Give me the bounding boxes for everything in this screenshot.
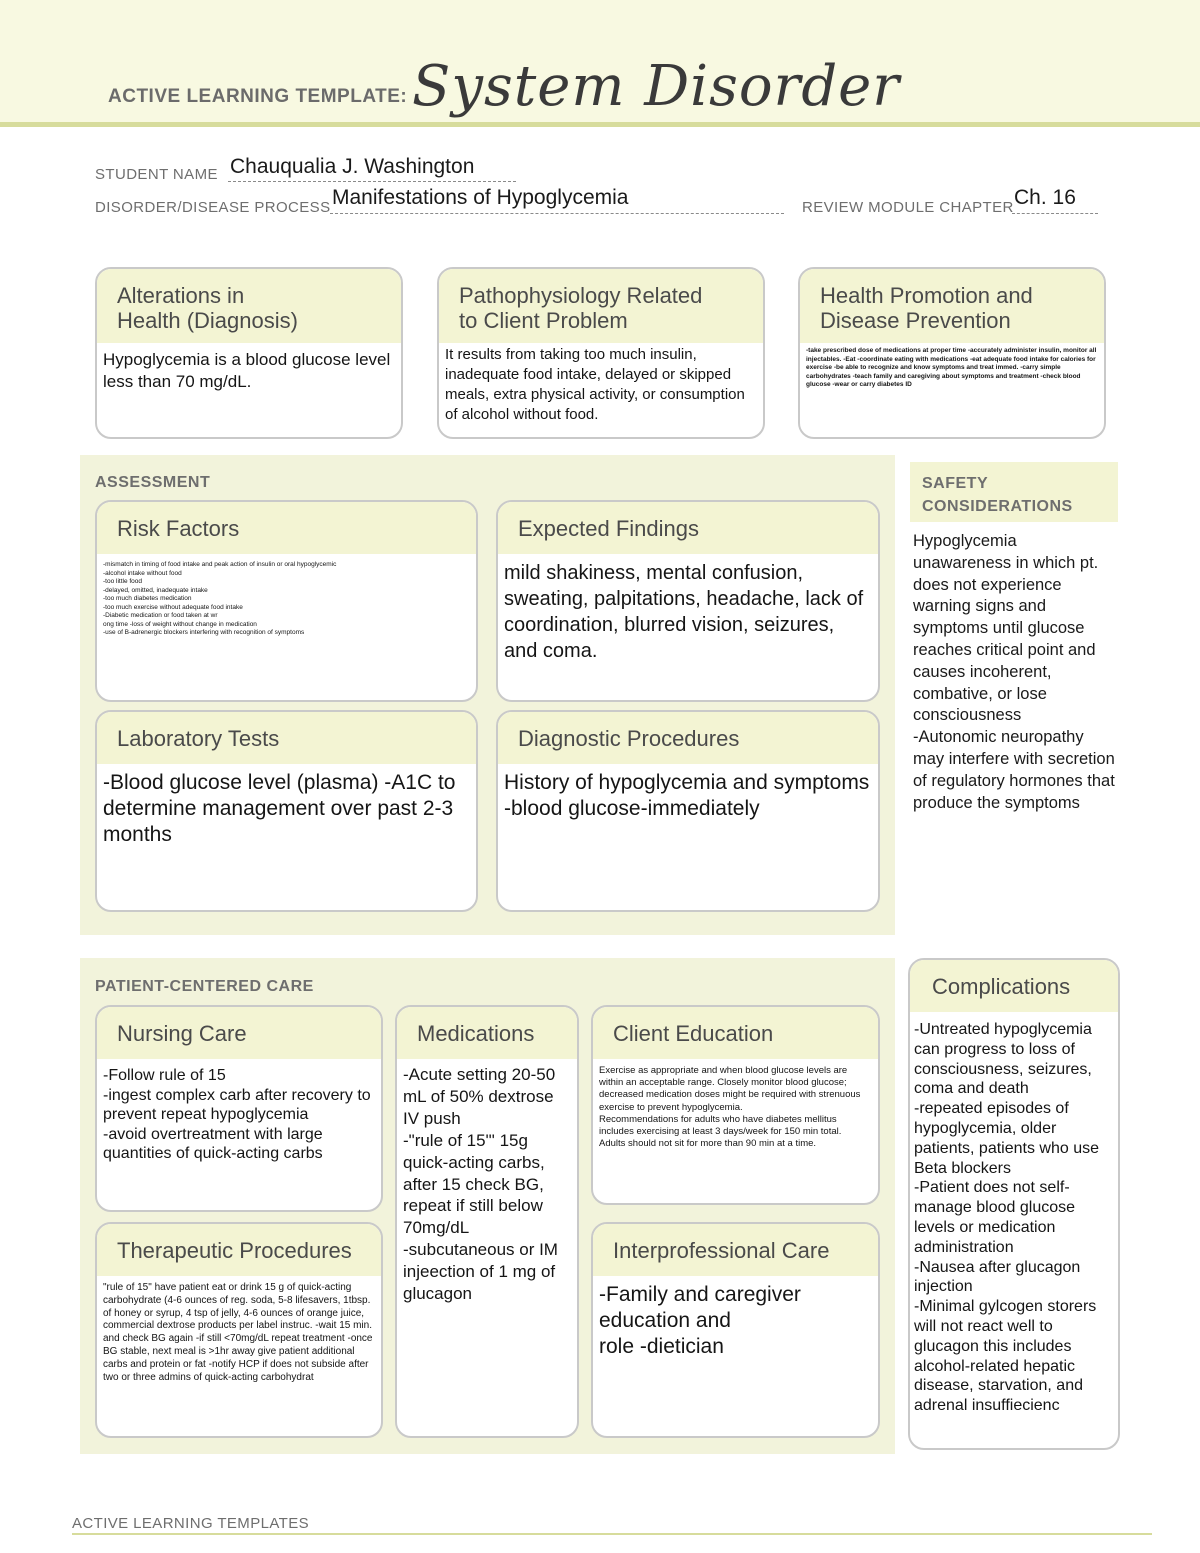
- diagnostic-procedures-text: History of hypoglycemia and symptoms -blood glucose-immediately: [504, 771, 870, 820]
- footer-label: ACTIVE LEARNING TEMPLATES: [72, 1515, 309, 1532]
- client-education-box: [591, 1005, 880, 1205]
- therapeutic-procedures-text: "rule of 15" have patient eat or drink 15 g of quick-acting carbohydrate (4-6 ounces of reg. soda, 5-8 lifesavers, 1tbsp. of honey or syrup, 4 tsp of jelly, 4-6 ounces of orange juice, commercial dextrose products per label instruc. -wait 15 min. and check BG again -if still <70mg/dL repeat treatment -once BG stable, next meal is >1hr away give patient additional carbs and protein or fat -notify HCP if does not subside after two or three admins of quick-acting carbohydrat: [103, 1282, 373, 1383]
- pathophysiology-box: [437, 267, 765, 439]
- nursing-care-text: -Follow rule of 15 -ingest complex carb after recovery to prevent repeat hypoglycemia -avoid overtreatment with large quantities of quick-acting carbs: [103, 1067, 371, 1163]
- laboratory-tests-title: Laboratory Tests: [97, 712, 476, 764]
- footer-rule: [72, 1533, 1152, 1535]
- student-name-field[interactable]: Chauqualia J. Washington: [230, 155, 475, 178]
- health-promotion-box: [798, 267, 1106, 439]
- chapter-field[interactable]: Ch. 16: [1014, 186, 1076, 209]
- patient-care-label: PATIENT-CENTERED CARE: [95, 978, 314, 995]
- risk-factors-title: Risk Factors: [97, 502, 476, 554]
- diagnostic-procedures-title: Diagnostic Procedures: [498, 712, 878, 764]
- risk-factors-text: -mismatch in timing of food intake and peak action of insulin or oral hypoglycemic -alcohol intake without food -too little food -delayed, omitted, inadequate intake -too much diabetes medication -too much exercise without adequate food intake -Diabetic medication or food taken at wr ong time -loss of weight without change in medication -use of B-adrenergic blockers interfering with recognition of symptoms: [103, 561, 337, 636]
- assessment-label: ASSESSMENT: [95, 474, 211, 491]
- student-name-underline: [228, 181, 516, 182]
- alterations-text: Hypoglycemia is a blood glucose level less than 70 mg/dL.: [103, 350, 391, 391]
- complications-box: [908, 958, 1120, 1450]
- chapter-label: REVIEW MODULE CHAPTER: [802, 199, 1014, 216]
- laboratory-tests-text: -Blood glucose level (plasma) -A1C to determine management over past 2-3 months: [103, 771, 456, 846]
- complications-text: -Untreated hypoglycemia can progress to loss of consciousness, seizures, coma and death -repeated episodes of hypoglycemia, older patients, patients who use Beta blockers -Patient does not self-manage blood glucose levels or medication administration -Nausea after glucagon injection -Minimal gylcogen storers will not react well to glucagon this includes alcohol-related hepatic disease, starvation, and adrenal insuffiecienc: [914, 1021, 1100, 1415]
- chapter-underline: [1012, 213, 1098, 214]
- therapeutic-procedures-box: [95, 1222, 383, 1438]
- medications-box: [395, 1005, 579, 1438]
- interprofessional-care-title: Interprofessional Care: [593, 1224, 878, 1276]
- client-education-text: Exercise as appropriate and when blood glucose levels are within an acceptable range. Closely monitor blood glucose; decreased medication doses might be required with strenuous exercise to prevent hypoglycemia. Recommendations for adults who have diabetes mellitus includes exercising at least 3 days/week for 150 min total. Adults should not sit for more than 90 min at a time.: [599, 1065, 861, 1150]
- complications-title: Complications: [910, 960, 1118, 1012]
- diagnostic-procedures-box: [496, 710, 880, 912]
- alterations-box: [95, 267, 403, 439]
- client-education-title: Client Education: [593, 1007, 878, 1059]
- health-promotion-text: -take prescribed dose of medications at proper time -accurately administer insulin, monitor all injectables. -Eat -coordinate eating with medications -eat adequate food intake for calories for exercise -be able to recognize and know symptoms and treat immed. -carry simple carbohydrates -teach family and caregiving about symptoms and treatment -check blood glucose -wear or carry diabetes ID: [806, 347, 1097, 388]
- disorder-label: DISORDER/DISEASE PROCESS: [95, 199, 331, 216]
- student-name-label: STUDENT NAME: [95, 166, 218, 183]
- interprofessional-care-text: -Family and caregiver education and role -dietician: [599, 1283, 801, 1358]
- expected-findings-box: [496, 500, 880, 702]
- page-title: System Disorder: [412, 54, 901, 119]
- medications-text: -Acute setting 20-50 mL of 50% dextrose IV push -"rule of 15"' 15g quick-acting carbs, after 15 check BG, repeat if still below 70mg/dL -subcutaneous or IM injeection of 1 mg of glucagon: [403, 1065, 558, 1304]
- interprofessional-care-box: [591, 1222, 880, 1438]
- disorder-field[interactable]: Manifestations of Hypoglycemia: [332, 186, 629, 209]
- pathophysiology-title: Pathophysiology Related to Client Problem: [439, 269, 763, 343]
- laboratory-tests-box: [95, 710, 478, 912]
- therapeutic-procedures-title: Therapeutic Procedures: [97, 1224, 381, 1276]
- header-rule: [0, 122, 1200, 127]
- nursing-care-box: [95, 1005, 383, 1212]
- disorder-underline: [330, 213, 784, 214]
- alterations-title: Alterations in Health (Diagnosis): [97, 269, 401, 343]
- medications-title: Medications: [397, 1007, 577, 1059]
- safety-title: SAFETY CONSIDERATIONS: [910, 462, 1118, 522]
- safety-text: Hypoglycemia unawareness in which pt. does not experience warning signs and symptoms until glucose reaches critical point and causes incoherent, combative, or lose consciousness -Autonomic neuropathy may interfere with secretion of regulatory hormones that produce the symptoms: [913, 532, 1115, 812]
- expected-findings-title: Expected Findings: [498, 502, 878, 554]
- pathophysiology-text: It results from taking too much insulin, inadequate food intake, delayed or skipped meals, extra physical activity, or consumption of alcohol without food.: [445, 346, 745, 423]
- expected-findings-text: mild shakiness, mental confusion, sweating, palpitations, headache, lack of coordination, blurred vision, seizures, and coma.: [504, 562, 864, 662]
- template-label: ACTIVE LEARNING TEMPLATE:: [108, 86, 408, 107]
- nursing-care-title: Nursing Care: [97, 1007, 381, 1059]
- health-promotion-title: Health Promotion and Disease Prevention: [800, 269, 1104, 343]
- risk-factors-box: [95, 500, 478, 702]
